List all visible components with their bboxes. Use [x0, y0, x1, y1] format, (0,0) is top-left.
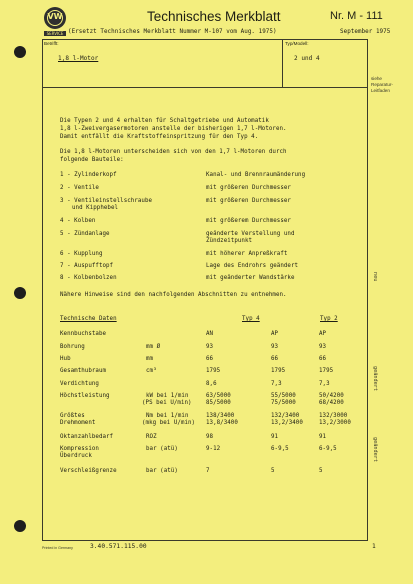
vw-logo-icon: VW	[44, 7, 66, 29]
diff-intro-line: folgende Bauteile:	[60, 157, 124, 163]
part-desc: Kanal- und Brennraumänderung	[206, 172, 306, 178]
part-label: 2 - Ventile	[60, 185, 99, 191]
part-label: 6 - Kupplung	[60, 251, 103, 257]
note-text: Nähere Hinweise sind den nachfolgenden Abschnitten zu entnehmen.	[60, 292, 287, 298]
table-header-name: Technische Daten	[60, 316, 117, 322]
part-label-cont: und Kipphebel	[72, 205, 119, 211]
margin-mark-geaendert: geändert	[372, 437, 378, 462]
part-desc: mit größerem Durchmesser	[206, 218, 291, 224]
table-header-typ4: Typ 4	[242, 316, 260, 322]
part-desc: mit größeren Durchmesser	[206, 185, 291, 191]
intro-line: 1,8 l-Zweivergasermotoren anstelle der bisherigen 1,7 l-Motoren.	[60, 126, 287, 132]
page-number: 1	[372, 543, 376, 550]
document-number: Nr. M - 111	[330, 10, 383, 22]
part-desc-cont: Zündzeitpunkt	[206, 238, 253, 244]
service-badge-label: SERVICE	[46, 31, 64, 36]
betrifft-value: 1,8 l-Motor	[58, 55, 99, 62]
part-desc: mit höherer Anpreßkraft	[206, 251, 288, 257]
punch-hole	[14, 520, 26, 532]
margin-mark-neu: neu	[372, 272, 378, 282]
intro-line: Die Typen 2 und 4 erhalten für Schaltgetriebe und Automatik	[60, 118, 269, 124]
typ-value: 2 und 4	[294, 55, 320, 62]
right-margin-line	[367, 88, 368, 540]
part-desc: Lage des Endrohrs geändert	[206, 263, 299, 269]
document-date: September 1975	[340, 29, 391, 35]
part-label: 3 - Ventileinstellschraube	[60, 198, 153, 204]
margin-mark-geaendert: geändert	[372, 366, 378, 391]
part-desc: mit größeren Durchmesser	[206, 198, 291, 204]
part-label: 5 - Zündanlage	[60, 231, 110, 237]
betrifft-label: Betrifft:	[44, 41, 59, 46]
footer-rule	[42, 540, 368, 541]
table-header-typ2: Typ 2	[320, 316, 338, 322]
part-label: 7 - Auspufftopf	[60, 263, 114, 269]
part-desc: mit geänderter Wandstärke	[206, 275, 295, 281]
diff-intro-line: Die 1,8 l-Motoren unterscheiden sich von den 1,7 l-Motoren durch	[60, 149, 287, 155]
typ-label: Typ/Modell:	[285, 41, 309, 46]
side-note: siehe Reparatur- Leitfaden	[371, 76, 393, 93]
part-label: 8 - Kolbenbolzen	[60, 275, 117, 281]
document-title: Technisches Merkblatt	[147, 9, 281, 24]
left-margin-line	[42, 88, 43, 540]
punch-hole	[14, 46, 26, 58]
punch-hole	[14, 287, 26, 299]
part-label: 4 - Kolben	[60, 218, 96, 224]
intro-line: Damit entfällt die Kraftstoffeinspritzung für den Typ 4.	[60, 134, 259, 140]
part-desc: geänderte Verstellung und	[206, 231, 295, 237]
footer-printed: Printed in Germany	[42, 546, 73, 550]
part-label: 1 - Zylinderkopf	[60, 172, 117, 178]
footer-code: 3.40.571.115.00	[90, 543, 147, 550]
document-subtitle: (Ersetzt Technisches Merkblatt Nummer M-107 vom Aug. 1975)	[68, 29, 277, 35]
subject-box	[42, 39, 368, 88]
